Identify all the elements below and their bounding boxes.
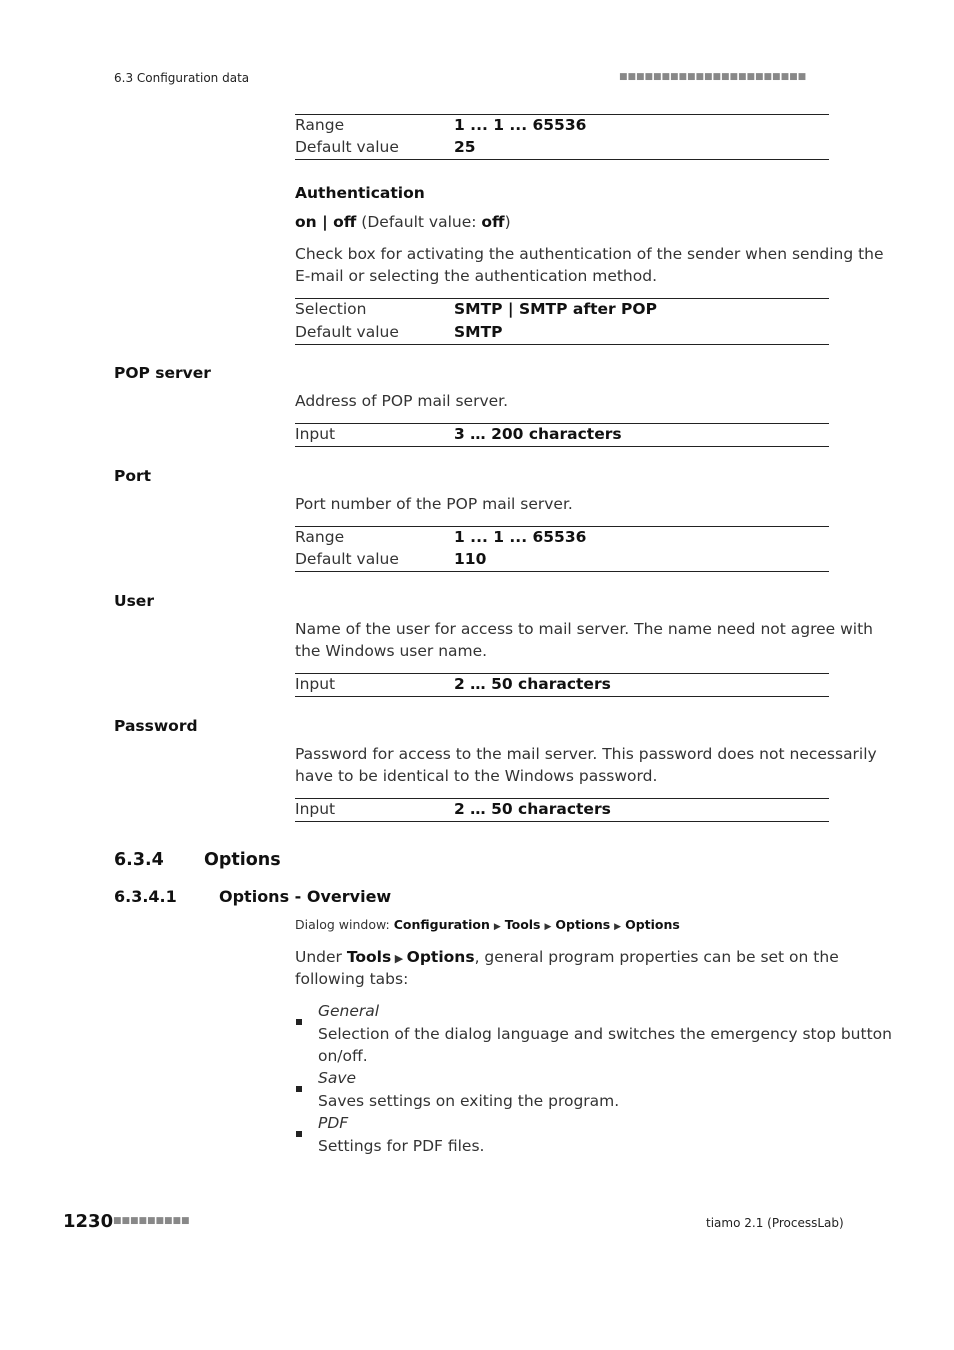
row-value: 3 … 200 characters [454,425,622,443]
tab-name-general: General [318,1002,380,1020]
default-value: off [481,213,505,231]
port-description: Port number of the POP mail server. [295,495,573,513]
intro-line-1 [295,946,839,970]
tab-description-line-1: Saves settings on exiting the program. [318,1092,620,1110]
subsection-number: 6.3.4.1 [114,887,177,906]
subsection-title: Options - Overview [219,887,392,906]
section-title: Options [204,850,281,870]
footer-dots: ■■■■■■■■■ [113,1216,190,1226]
table-rule-bottom [295,159,829,160]
row-value: 2 … 50 characters [454,675,611,693]
running-header-section: 6.3 Configuration data [114,71,250,85]
row-value: 1 ... 1 ... 65536 [454,116,587,134]
row-value: 2 … 50 characters [454,800,611,818]
pop-server-description: Address of POP mail server. [295,392,509,410]
page-number: 1230 [63,1211,114,1232]
table-row [295,321,829,343]
arrow-right-icon: ▶ [493,922,501,932]
row-value: SMTP | SMTP after POP [454,300,657,318]
bullet-icon [296,1131,302,1137]
row-label: Input [295,425,336,443]
row-value: SMTP [454,323,503,341]
running-header-dots: ■■■■■■■■■■■■■■■■■■■■■■ [619,72,807,82]
table-row [295,548,829,570]
default-prefix: (Default value: [356,213,482,231]
port-title: Port [114,467,152,485]
intro-options: Options [406,948,475,966]
row-label: Input [295,800,336,818]
row-label: Default value [295,138,399,156]
row-label: Default value [295,550,399,568]
row-label: Input [295,675,336,693]
tab-description-line-1: Settings for PDF files. [318,1137,485,1155]
row-value: 110 [454,550,487,568]
dialog-path-item: Options [555,917,611,932]
table-rule-bottom [295,821,829,822]
row-label: Default value [295,323,399,341]
table-row [295,673,829,695]
tab-description-line-1: Selection of the dialog language and switches the emergency stop button [318,1025,892,1043]
option-on: on [295,213,317,231]
table-row [295,136,829,158]
intro-tools: Tools [346,948,392,966]
dialog-path [295,917,680,932]
arrow-right-icon: ▶ [391,952,407,965]
default-suffix: ) [504,213,511,231]
table-rule-bottom [295,446,829,447]
authentication-description-line-2: E-mail or selecting the authentication method. [295,267,658,285]
table-rule-bottom [295,571,829,572]
table-row [295,298,829,320]
tab-name-save: Save [318,1069,357,1087]
password-title: Password [114,717,198,735]
user-description-line-1: Name of the user for access to mail server. The name need not agree with [295,620,874,638]
intro-line-2: following tabs: [295,970,409,988]
table-row [295,526,829,548]
table-rule-bottom [295,696,829,697]
table-row [295,423,829,445]
user-title: User [114,592,154,610]
section-number: 6.3.4 [114,850,164,870]
footer-product: tiamo 2.1 (ProcessLab) [706,1216,844,1230]
row-value: 1 ... 1 ... 65536 [454,528,587,546]
row-label: Range [295,116,345,134]
bullet-icon [296,1019,302,1025]
authentication-description-line-1: Check box for activating the authentication of the sender when sending the [295,245,884,263]
authentication-options [295,211,511,233]
dialog-path-item: Tools [504,917,541,932]
tab-description-line-2: on/off. [318,1047,368,1065]
password-description-line-2: have to be identical to the Windows password. [295,767,658,785]
table-row [295,798,829,820]
row-label: Range [295,528,345,546]
dialog-path-item: Options [625,917,680,932]
tab-name-pdf: PDF [318,1114,349,1132]
dialog-path-item: Configuration [393,917,490,932]
password-description-line-1: Password for access to the mail server. This password does not necessarily [295,745,877,763]
option-separator: | [316,213,334,231]
row-value: 25 [454,138,476,156]
dialog-path-prefix: Dialog window: [295,917,394,932]
bullet-icon [296,1086,302,1092]
arrow-right-icon: ▶ [544,922,552,932]
arrow-right-icon: ▶ [614,922,622,932]
intro-under: Under [295,948,347,966]
authentication-title: Authentication [295,184,425,202]
intro-rest: , general program properties can be set on the [474,948,839,966]
table-rule-bottom [295,344,829,345]
row-label: Selection [295,300,367,318]
table-row [295,114,829,136]
user-description-line-2: the Windows user name. [295,642,488,660]
option-off: off [333,213,357,231]
pop-server-title: POP server [114,364,211,382]
